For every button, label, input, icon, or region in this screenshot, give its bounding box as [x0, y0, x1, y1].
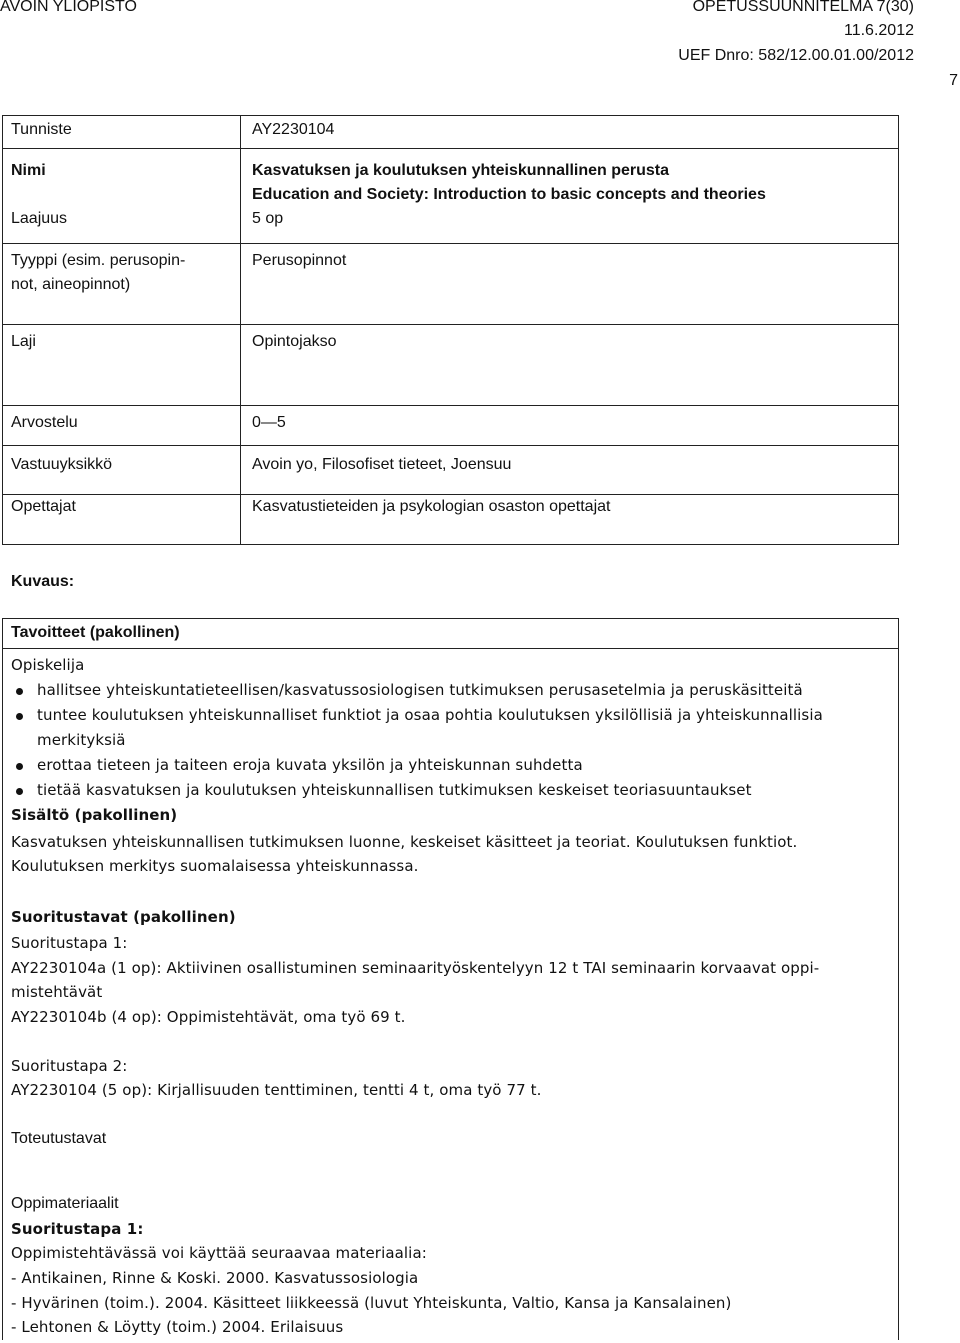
- sisalto-title: Sisältö (pakollinen): [11, 806, 178, 824]
- page-number: 7: [949, 72, 958, 89]
- tunniste-label: Tunniste: [11, 121, 72, 138]
- opettajat-label: Opettajat: [11, 498, 76, 515]
- nimi-value-fi: Kasvatuksen ja koulutuksen yhteiskunnallinen perusta: [252, 162, 670, 179]
- vastuuyksikko-value: Avoin yo, Filosofiset tieteet, Joensuu: [252, 456, 512, 473]
- sisalto-line-1: Kasvatuksen yhteiskunnallisen tutkimuksen luonne, keskeiset käsitteet ja teoriat. Koulutuksen funktiot.: [11, 833, 798, 851]
- oppimateriaali-item-1: - Antikainen, Rinne & Koski. 2000. Kasvatussosiologia: [11, 1269, 419, 1287]
- table-border-top: [2, 115, 898, 116]
- table-row-divider: [2, 243, 898, 244]
- bullet-icon: [16, 788, 23, 795]
- tavoitteet-title: Tavoitteet (pakollinen): [11, 624, 180, 641]
- tavoite-item-4: tietää kasvatuksen ja koulutuksen yhteiskunnallisen tutkimuksen keskeiset teoriasuuntaukset: [37, 781, 752, 799]
- kuvaus-heading: Kuvaus:: [11, 573, 75, 590]
- oppimateriaali-item-2: - Hyvärinen (toim.). 2004. Käsitteet liikkeessä (luvut Yhteiskunta, Valtio, Kansa ja Kansalainen): [11, 1294, 732, 1312]
- laji-value: Opintojakso: [252, 333, 337, 350]
- table-row-divider: [2, 494, 898, 495]
- opettajat-value: Kasvatustieteiden ja psykologian osaston opettajat: [252, 498, 611, 515]
- suoritustavat-title: Suoritustavat (pakollinen): [11, 908, 236, 926]
- tyyppi-label-line1: Tyyppi (esim. perusopin-: [11, 252, 186, 269]
- suoritustapa1-label: Suoritustapa 1:: [11, 934, 128, 952]
- nimi-value-en: Education and Society: Introduction to basic concepts and theories: [252, 186, 766, 203]
- table-border-right: [898, 115, 899, 545]
- laji-label: Laji: [11, 333, 36, 350]
- table-row-divider: [2, 405, 898, 406]
- tavoitteet-box-right: [898, 618, 899, 1340]
- tavoitteet-box-top: [2, 618, 898, 619]
- laajuus-value: 5 op: [252, 210, 284, 227]
- header-date: 11.6.2012: [844, 22, 914, 39]
- tavoitteet-intro: Opiskelija: [11, 656, 85, 674]
- header-dnro: UEF Dnro: 582/12.00.01.00/2012: [678, 47, 914, 64]
- table-column-divider: [240, 115, 241, 545]
- table-row-divider: [2, 324, 898, 325]
- arvostelu-value: 0—5: [252, 414, 286, 431]
- suoritustapa1-line-2: mistehtävät: [11, 983, 103, 1001]
- vastuuyksikko-label: Vastuuyksikkö: [11, 456, 113, 473]
- toteutustavat-heading: Toteutustavat: [11, 1130, 107, 1147]
- bullet-icon: [16, 763, 23, 770]
- tyyppi-value: Perusopinnot: [252, 252, 347, 269]
- suoritustapa2-line-1: AY2230104 (5 op): Kirjallisuuden tenttiminen, tentti 4 t, oma työ 77 t.: [11, 1081, 542, 1099]
- suoritustapa2-label: Suoritustapa 2:: [11, 1057, 128, 1075]
- tyyppi-label-line2: not, aineopinnot): [11, 276, 131, 293]
- table-row-divider: [2, 445, 898, 446]
- table-row-divider: [2, 148, 898, 149]
- bullet-icon: [16, 713, 23, 720]
- tavoite-item-1: hallitsee yhteiskuntatieteellisen/kasvatussosiologisen tutkimuksen perusasetelmia ja peruskäsitteitä: [37, 681, 803, 699]
- tavoite-item-2: tuntee koulutuksen yhteiskunnalliset funktiot ja osaa pohtia koulutuksen yksilöllisiä ja yhteiskunnallisia: [37, 706, 823, 724]
- suoritustapa1-line-3: AY2230104b (4 op): Oppimistehtävät, oma työ 69 t.: [11, 1008, 406, 1026]
- nimi-label: Nimi: [11, 162, 46, 179]
- tavoitteet-box-left: [2, 618, 3, 1340]
- oppimateriaali-item-3: - Lehtonen & Löytty (toim.) 2004. Erilaisuus: [11, 1318, 344, 1336]
- table-border-bottom: [2, 544, 898, 545]
- header-left: AVOIN YLIOPISTO: [0, 0, 137, 15]
- oppimateriaalit-heading: Oppimateriaalit: [11, 1195, 119, 1212]
- arvostelu-label: Arvostelu: [11, 414, 78, 431]
- tavoitteet-box-divider: [2, 648, 898, 649]
- oppimateriaalit-intro: Oppimistehtävässä voi käyttää seuraavaa materiaalia:: [11, 1244, 427, 1262]
- tavoite-item-3: erottaa tieteen ja taiteen eroja kuvata yksilön ja yhteiskunnan suhdetta: [37, 756, 583, 774]
- table-border-left: [2, 115, 3, 545]
- laajuus-label: Laajuus: [11, 210, 68, 227]
- bullet-icon: [16, 688, 23, 695]
- header-document-title: OPETUSSUUNNITELMA 7(30): [692, 0, 914, 15]
- tunniste-value: AY2230104: [252, 121, 335, 138]
- tavoite-item-2-cont: merkityksiä: [37, 731, 126, 749]
- oppimateriaalit-tapa1-label: Suoritustapa 1:: [11, 1220, 144, 1238]
- suoritustapa1-line-1: AY2230104a (1 op): Aktiivinen osallistuminen seminaarityöskentelyyn 12 t TAI seminaarin korvaavat oppi-: [11, 959, 820, 977]
- sisalto-line-2: Koulutuksen merkitys suomalaisessa yhteiskunnassa.: [11, 857, 419, 875]
